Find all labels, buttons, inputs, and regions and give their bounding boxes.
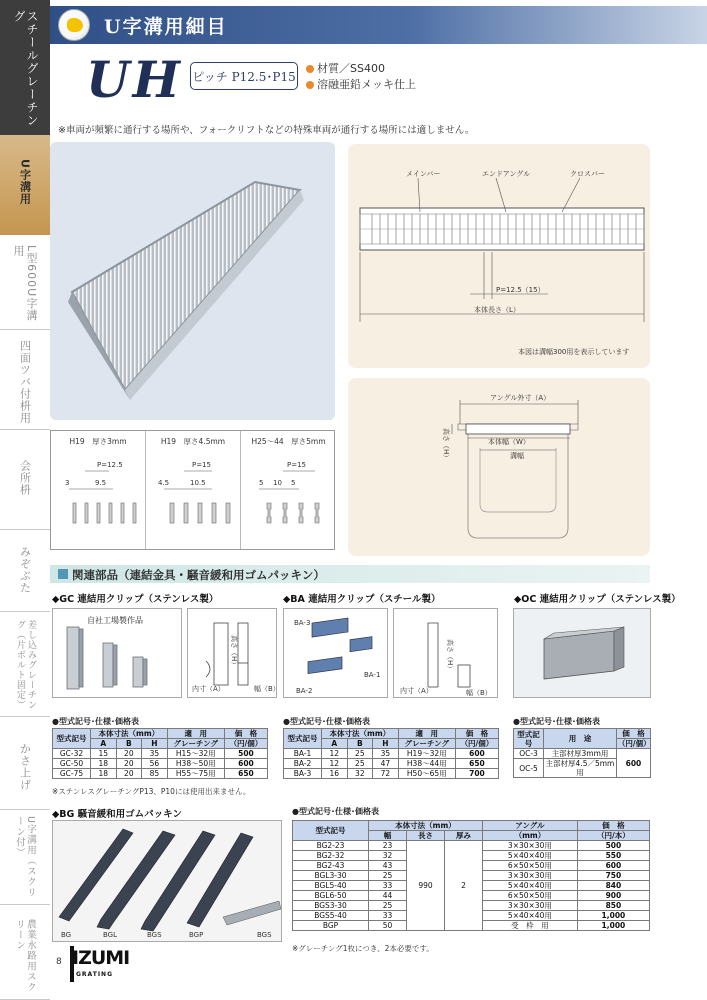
cell: 750 xyxy=(577,871,649,881)
table-row xyxy=(284,759,499,769)
cell: 33 xyxy=(369,881,407,891)
cell: 2 xyxy=(445,841,483,931)
col-header: 本体寸法（mm） xyxy=(91,729,168,739)
pitch-dim-label: P=12.5（15） xyxy=(496,286,545,294)
cell: 43 xyxy=(369,861,407,871)
ba-clip-illustration xyxy=(284,609,389,699)
cell: 6×50×50用 xyxy=(483,891,578,901)
profile-title: H19 厚さ4.5mm xyxy=(160,437,226,446)
cell: BG2-43 xyxy=(293,861,369,871)
japan-map-icon xyxy=(58,9,90,41)
bg-table-note: ※グレーチング1枚につき、2本必要です。 xyxy=(292,944,434,953)
sub-header: 厚み xyxy=(445,831,483,841)
col-header: 価 格 xyxy=(616,729,650,739)
cross-bar-label: クロスバー xyxy=(570,170,605,178)
col-header: 型式記号 xyxy=(514,729,544,749)
cell: 990 xyxy=(407,841,445,931)
ba-label-3: BA-3 xyxy=(294,619,311,627)
cell: 6×50×50用 xyxy=(483,861,578,871)
brand-logo: IZUMI xyxy=(72,947,130,969)
cell: GC-32 xyxy=(53,749,91,759)
sub-header: （円/個） xyxy=(224,739,267,749)
cell: GC-50 xyxy=(53,759,91,769)
cell: 32 xyxy=(347,769,373,779)
sub-header: H xyxy=(373,739,399,749)
oc-title: ◆OC 連結用クリップ（ステンレス製） xyxy=(514,594,681,605)
sub-header: H xyxy=(142,739,168,749)
spec-finish xyxy=(306,77,416,93)
profile-drawing-2 xyxy=(146,441,241,551)
cell: 主部材厚3mm用 xyxy=(544,749,617,759)
ba-title: ◆BA 連結用クリップ（スチール製） xyxy=(283,594,441,605)
gc-table-caption: ●型式記号･仕様･価格表 xyxy=(52,717,139,726)
profile-title: H25～44 厚さ5mm xyxy=(251,437,326,446)
cell: 33 xyxy=(369,911,407,921)
ba-label-1: BA-1 xyxy=(364,671,381,679)
gc-spec-table xyxy=(52,728,268,779)
oc-spec-table xyxy=(513,728,651,778)
sidebar-tab-label: U字溝用（スクリーン付） xyxy=(14,816,36,898)
cell: 12 xyxy=(322,759,348,769)
series-code: UH xyxy=(86,50,183,109)
bg-label-bgs: BGS xyxy=(147,931,162,939)
cell: BGL5-40 xyxy=(293,881,369,891)
cell: 3×30×30用 xyxy=(483,901,578,911)
sidebar-tab-label: 会所枡 xyxy=(18,460,32,496)
sidebar-tab-label: かさ上げ xyxy=(18,743,32,791)
profile-col-1 xyxy=(51,431,146,549)
cell: BGL6-50 xyxy=(293,891,369,901)
profile-dim-a: 3 xyxy=(65,479,70,487)
sub-header: B xyxy=(347,739,373,749)
cell: 3×30×30用 xyxy=(483,871,578,881)
cell: BA-1 xyxy=(284,749,322,759)
col-header: 型式記号 xyxy=(293,821,369,841)
ba-clip-drawing xyxy=(394,609,499,699)
cell: 600 xyxy=(616,749,650,778)
end-angle-label: エンドアングル xyxy=(482,170,531,178)
ba-spec-table xyxy=(283,728,499,779)
bullet-dot-icon xyxy=(306,65,314,73)
gc-clip-drawing xyxy=(188,609,278,699)
cell: 700 xyxy=(455,769,498,779)
section-title: 関連部品（連結金具・騒音緩和用ゴムパッキン） xyxy=(72,568,325,582)
col-header: 適 用 xyxy=(167,729,224,739)
profile-title: H19 厚さ3mm xyxy=(69,437,127,446)
sidebar-tab-four-flange[interactable] xyxy=(0,330,50,430)
drawing-height-label: 高さ（H） xyxy=(230,635,238,669)
col-header: 型式記号 xyxy=(53,729,91,749)
cell: 12 xyxy=(322,749,348,759)
sub-header: グレーチング xyxy=(167,739,224,749)
cell: 56 xyxy=(142,759,168,769)
cell: H19～32用 xyxy=(398,749,455,759)
cell: H50～65用 xyxy=(398,769,455,779)
gc-photo xyxy=(52,608,182,698)
col-header: 価 格 xyxy=(577,821,649,831)
sidebar-tab-agri-screen[interactable] xyxy=(0,905,50,1000)
table-row xyxy=(284,769,499,779)
bg-spec-table xyxy=(292,820,650,931)
cell: 85 xyxy=(142,769,168,779)
cell: 20 xyxy=(116,759,142,769)
cell: 5×40×40用 xyxy=(483,911,578,921)
cell: BGL3-30 xyxy=(293,871,369,881)
sidebar-tab-label: スチールグレーチング xyxy=(12,10,39,127)
drawing-height-label: 高さ（H） xyxy=(446,639,454,673)
main-bar-label: メインバー xyxy=(406,170,441,178)
cell: H55～75用 xyxy=(167,769,224,779)
cell: H38～50用 xyxy=(167,759,224,769)
bar-profile-table xyxy=(50,430,335,550)
cell: 20 xyxy=(116,749,142,759)
drawing-inner-label: 内寸（A） xyxy=(400,687,433,695)
gc-photo-note: 自社工場製作品 xyxy=(87,616,143,625)
sidebar-tab-label: 差し込みグレーチング（片ボルト固定） xyxy=(15,620,36,710)
sub-header: （mm） xyxy=(483,831,578,841)
sub-header: （円/本） xyxy=(577,831,649,841)
gc-drawing xyxy=(187,608,277,698)
ba-table-caption: ●型式記号･仕様･価格表 xyxy=(283,717,370,726)
cell: BGS3-30 xyxy=(293,901,369,911)
plan-drawing-panel xyxy=(348,144,650,368)
cell: 18 xyxy=(91,769,117,779)
grating-photo xyxy=(50,142,335,420)
cell: 72 xyxy=(373,769,399,779)
cell: 25 xyxy=(369,871,407,881)
ba-drawing xyxy=(393,608,498,698)
cell: 840 xyxy=(577,881,649,891)
length-dim-label: 本体長さ（L） xyxy=(474,306,520,314)
cell: 5×40×40用 xyxy=(483,851,578,861)
sidebar-tab-steel-grating[interactable] xyxy=(0,0,50,135)
table-row xyxy=(284,749,499,759)
cell: 5×40×40用 xyxy=(483,881,578,891)
cell: 15 xyxy=(91,749,117,759)
cell: 35 xyxy=(373,749,399,759)
profile-drawing-3 xyxy=(241,441,336,551)
plan-drawing xyxy=(348,144,650,368)
drawing-width-label: 幅（B） xyxy=(466,689,492,697)
channel-width-label: 溝幅 xyxy=(510,452,524,460)
spec-finish-text: 溶融亜鉛メッキ仕上 xyxy=(317,78,416,91)
col-header: 本体寸法（mm） xyxy=(322,729,399,739)
cell: 20 xyxy=(116,769,142,779)
col-header: 適 用 xyxy=(398,729,455,739)
profile-dim-b: 10 xyxy=(273,479,282,487)
grating-photo-illustration xyxy=(50,142,335,420)
spec-list xyxy=(306,61,416,93)
ba-label-2: BA-2 xyxy=(296,687,313,695)
sub-header: （円/個） xyxy=(455,739,498,749)
cell: 1,000 xyxy=(577,911,649,921)
ba-photo xyxy=(283,608,388,698)
sidebar-tab-label: 農業水路用スクリーン xyxy=(14,919,36,993)
spec-material xyxy=(306,61,416,77)
cell: 主部材厚4.5／5mm用 xyxy=(544,759,617,778)
col-header: 本体寸法（mm） xyxy=(369,821,483,831)
cell: 650 xyxy=(224,769,267,779)
section-drawing-panel xyxy=(348,378,650,556)
cell: 35 xyxy=(142,749,168,759)
sub-header: A xyxy=(91,739,117,749)
sidebar-tab-insert-grating[interactable] xyxy=(0,612,50,717)
sidebar-tab-label: 四面ツバ付枡用 xyxy=(18,340,32,424)
profile-col-2 xyxy=(146,431,241,549)
profile-col-3 xyxy=(241,431,336,549)
table-row xyxy=(293,841,650,851)
cell: 850 xyxy=(577,901,649,911)
cell: 18 xyxy=(91,759,117,769)
table-row xyxy=(53,769,268,779)
sidebar-tab-raise[interactable] xyxy=(0,717,50,810)
bg-label-bg: BG xyxy=(61,931,72,939)
cell: BGP xyxy=(293,921,369,931)
bg-label-bgs-2: BGS xyxy=(257,931,272,939)
angle-width-label: アングル外寸（A） xyxy=(490,394,551,402)
table-row xyxy=(53,749,268,759)
spec-material-text: 材質／SS400 xyxy=(317,62,385,75)
table-row xyxy=(53,759,268,769)
col-header: 価 格 xyxy=(224,729,267,739)
sidebar-tab-catch-basin[interactable] xyxy=(0,430,50,530)
cell: 600 xyxy=(577,861,649,871)
page-number: 8 xyxy=(56,957,62,967)
sidebar-tab-screen[interactable] xyxy=(0,810,50,905)
profile-drawing-1 xyxy=(51,441,146,551)
sidebar-tab-u-channel[interactable] xyxy=(0,135,50,235)
sub-header: （円/個） xyxy=(617,739,651,748)
profile-pitch: P=12.5 xyxy=(97,461,123,469)
bg-table-caption: ●型式記号･仕様･価格表 xyxy=(292,807,379,816)
sidebar-tab-mizobuta[interactable] xyxy=(0,530,50,612)
body-width-label: 本体幅（W） xyxy=(488,438,530,446)
sidebar-nav xyxy=(0,0,50,1000)
oc-clip-illustration xyxy=(514,609,652,699)
cell: 25 xyxy=(347,749,373,759)
cell: 650 xyxy=(455,759,498,769)
section-drawing xyxy=(348,378,650,556)
profile-dim-a: 5 xyxy=(259,479,264,487)
bg-title: ◆BG 騒音緩和用ゴムパッキン xyxy=(52,809,183,820)
oc-photo xyxy=(513,608,651,698)
cell: H15～32用 xyxy=(167,749,224,759)
cell: BA-3 xyxy=(284,769,322,779)
sub-header: A xyxy=(322,739,348,749)
cell: GC-75 xyxy=(53,769,91,779)
profile-dim-c: 5 xyxy=(291,479,296,487)
cell: BG2-32 xyxy=(293,851,369,861)
sidebar-tab-label: U字溝用 xyxy=(18,159,32,205)
cell: 44 xyxy=(369,891,407,901)
cell: 3×30×30用 xyxy=(483,841,578,851)
cell: 受 枠 用 xyxy=(483,921,578,931)
gc-table-note: ※ステンレスグレーチングP13、P10には使用出来ません。 xyxy=(52,787,251,796)
page-title: U字溝用細目 xyxy=(104,16,228,38)
bg-photo xyxy=(52,820,282,942)
cell: H38～44用 xyxy=(398,759,455,769)
bullet-dot-icon xyxy=(306,81,314,89)
sidebar-tab-label: L型600U字溝用 xyxy=(12,245,38,322)
drawing-inner-label: 内寸（A） xyxy=(192,685,225,693)
cell: 500 xyxy=(224,749,267,759)
bg-label-bgp: BGP xyxy=(189,931,204,939)
cell: 25 xyxy=(347,759,373,769)
brand-logo-sub: GRATING xyxy=(76,971,113,978)
plan-note: 本図は溝幅300用を表示しています xyxy=(518,348,630,356)
sub-header: 長さ xyxy=(407,831,445,841)
section-height-label: 高さ（H） xyxy=(442,428,450,462)
gc-title: ◆GC 連結用クリップ（ステンレス製） xyxy=(52,594,219,605)
cell: 16 xyxy=(322,769,348,779)
sidebar-tab-l600[interactable] xyxy=(0,235,50,330)
cell: 25 xyxy=(369,901,407,911)
cell: 550 xyxy=(577,851,649,861)
cell: BG2-23 xyxy=(293,841,369,851)
sub-header: グレーチング xyxy=(398,739,455,749)
cell: 47 xyxy=(373,759,399,769)
col-header: 用 途 xyxy=(544,729,617,749)
table-row xyxy=(514,749,651,759)
cell: 600 xyxy=(455,749,498,759)
cell: 1,000 xyxy=(577,921,649,931)
profile-pitch: P=15 xyxy=(192,461,211,469)
sub-header: 幅 xyxy=(369,831,407,841)
cell: 500 xyxy=(577,841,649,851)
drawing-width-label: 幅（B） xyxy=(254,685,278,693)
sidebar-tab-label: みぞぶた xyxy=(18,546,32,594)
sub-header: B xyxy=(116,739,142,749)
bg-packing-illustration xyxy=(53,821,283,943)
section-marker-icon xyxy=(58,569,68,579)
pitch-badge: ピッチ P12.5･P15 xyxy=(190,62,298,90)
cell: 900 xyxy=(577,891,649,901)
cell: 23 xyxy=(369,841,407,851)
profile-dim-a: 4.5 xyxy=(158,479,170,487)
warning-note: ※車両が頻繁に通行する場所や、フォークリフトなどの特殊車両が通行する場所には適しません。 xyxy=(58,125,475,136)
col-header: アングル xyxy=(483,821,578,831)
profile-dim-b: 10.5 xyxy=(190,479,206,487)
cell: BA-2 xyxy=(284,759,322,769)
col-header: 型式記号 xyxy=(284,729,322,749)
cell: 600 xyxy=(224,759,267,769)
profile-pitch: P=15 xyxy=(287,461,306,469)
cell: OC-3 xyxy=(514,749,544,759)
bg-label-bgl: BGL xyxy=(103,931,118,939)
cell: OC-5 xyxy=(514,759,544,778)
profile-dim-b: 9.5 xyxy=(95,479,107,487)
cell: BGS5-40 xyxy=(293,911,369,921)
cell: 50 xyxy=(369,921,407,931)
col-header: 価 格 xyxy=(455,729,498,739)
cell: 32 xyxy=(369,851,407,861)
oc-table-caption: ●型式記号･仕様･価格表 xyxy=(513,717,600,726)
